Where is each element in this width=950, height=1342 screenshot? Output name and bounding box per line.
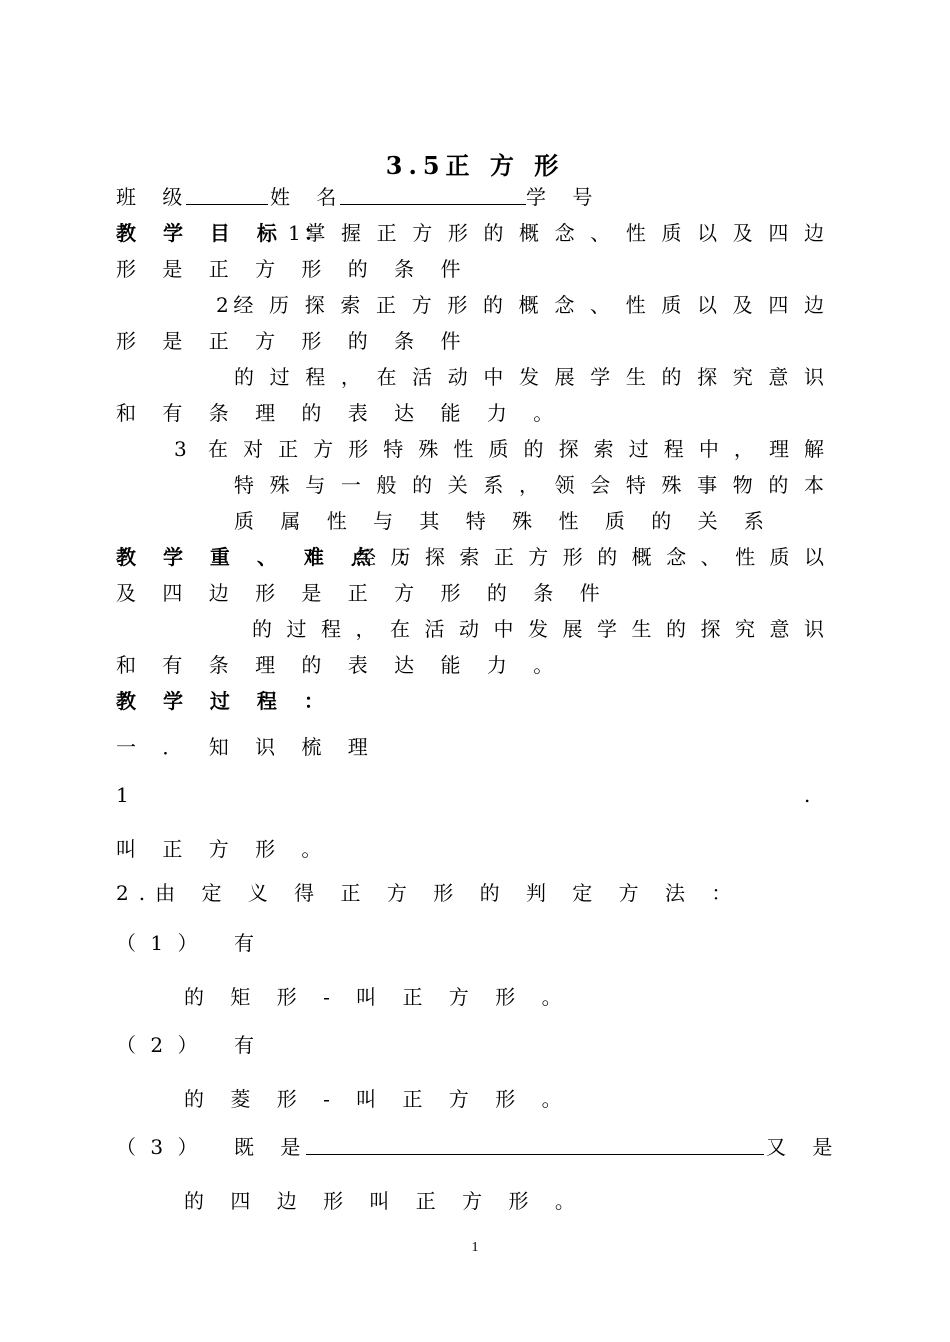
goal-1-line-a [116,220,824,246]
sub-3-line-b [116,1188,824,1214]
sub-2-line-b [116,1086,824,1112]
goal-3-number: 3 [174,437,197,461]
sub-1-line-a [116,930,824,956]
sub-2-text-b: 的 菱 形 - 叫 正 方 形 。 [184,1087,572,1111]
process-label: 教 学 过 程 ： [116,689,334,713]
keypoints-line-c [116,616,824,642]
sub-3-text-mid: 又 是 [766,1135,843,1159]
id-label: 学 号 [526,185,603,209]
keypoints-line-a [116,544,824,570]
sub-3-number: （ 3 ） [116,1135,202,1159]
item-1-tail: 叫 正 方 形 。 [116,837,332,861]
goal-2-text-c: 的 过 程 ， 在 活 动 中 发 展 学 生 的 探 究 意 识 [234,365,824,389]
item-1-tail-line [116,836,824,862]
keypoints-text-c: 的 过 程 ， 在 活 动 中 发 展 学 生 的 探 究 意 识 [252,617,824,641]
goal-3-text-c: 质 属 性 与 其 特 殊 性 质 的 关 系 [234,509,774,533]
item-1-number: 1 [116,783,139,807]
section-1-heading: 一 ． 知 识 梳 理 [116,735,378,759]
student-info-row [116,184,824,210]
goals-label: 教 学 目 标 ： [116,221,334,245]
item-1-line [116,782,824,808]
name-label: 姓 名 [270,185,347,209]
item-2-text: 2.由 定 义 得 正 方 形 的 判 定 方 法 ： [116,881,742,905]
sub-1-line-b [116,984,824,1010]
goal-2-line-c [116,364,824,390]
sub-1-text-b: 的 矩 形 - 叫 正 方 形 。 [184,985,572,1009]
sub-3-text-a: 既 是 [234,1135,311,1159]
goal-3-line-b [116,472,824,498]
goal-2-text-b: 形 是 正 方 形 的 条 件 [116,329,471,353]
sub-2-line-a [116,1032,824,1058]
goal-1-text-a: 1掌 握 正 方 形 的 概 念 、 性 质 以 及 四 边 [288,221,824,245]
goal-3-text-b: 特 殊 与 一 般 的 关 系 ， 领 会 特 殊 事 物 的 本 [234,473,824,497]
document-title: 3.5正 方 形 [385,151,565,180]
goal-3-line-a [116,436,824,462]
class-blank[interactable] [186,184,268,211]
keypoints-text-b: 及 四 边 形 是 正 方 形 的 条 件 [116,581,610,605]
goal-2-line-b [116,328,824,354]
sub-3-text-b: 的 四 边 形 叫 正 方 形 。 [184,1189,585,1213]
item-1-period: . [804,783,821,807]
keypoints-text-d: 和 有 条 理 的 表 达 能 力 。 [116,653,564,677]
keypoints-line-b [116,580,824,606]
keypoints-text-a: 经 历 探 索 正 方 形 的 概 念 、 性 质 以 [356,545,824,569]
sub-1-text-a: 有 [234,931,264,955]
sub-1-number: （ 1 ） [116,931,202,955]
goal-2-text-a: 2经 历 探 索 正 方 形 的 概 念 、 性 质 以 及 四 边 [216,293,824,317]
goal-1-line-b [116,256,824,282]
goal-1-text-b: 形 是 正 方 形 的 条 件 [116,257,471,281]
goal-2-line-a [116,292,824,318]
section-1-heading-line [116,734,824,760]
name-blank[interactable] [340,184,526,211]
goal-2-text-d: 和 有 条 理 的 表 达 能 力 。 [116,401,564,425]
sub-2-number: （ 2 ） [116,1033,202,1057]
sub-3-blank[interactable] [306,1134,764,1161]
page-number: 1 [471,1240,479,1255]
goal-3-line-c [116,508,824,534]
keypoints-label: 教 学 重 、 难 点 ： [116,545,428,569]
sub-3-line-a [116,1134,843,1160]
goal-2-line-d [116,400,824,426]
class-label: 班 级 [116,185,193,209]
keypoints-line-d [116,652,824,678]
sub-2-text-a: 有 [234,1033,264,1057]
goal-3-text-a: 在 对 正 方 形 特 殊 性 质 的 探 索 过 程 中 ， 理 解 [208,437,824,461]
process-line [116,688,824,714]
item-2-line [116,880,824,906]
